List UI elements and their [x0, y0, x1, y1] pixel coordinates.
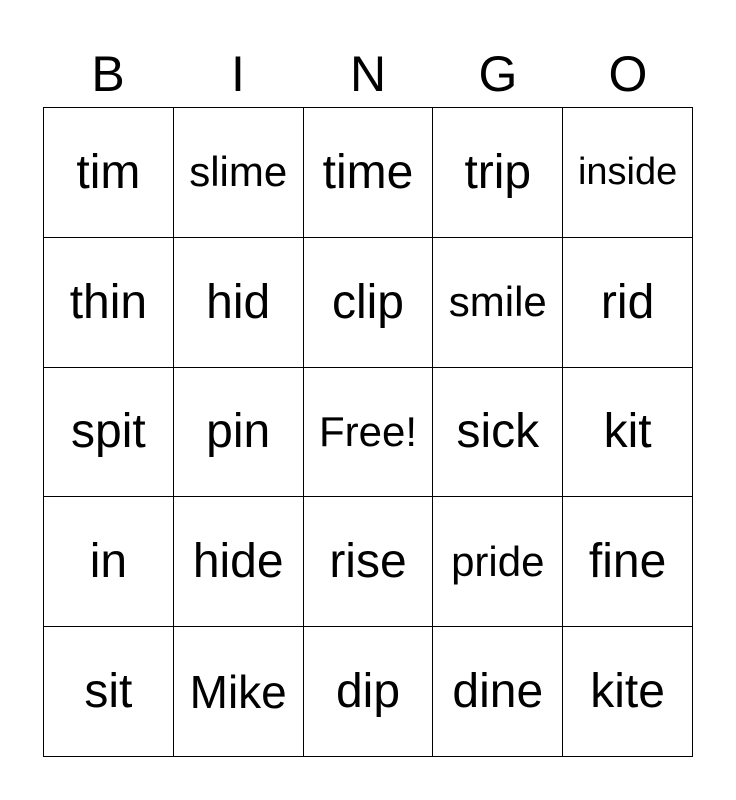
- bingo-cell[interactable]: tim: [44, 108, 174, 238]
- header-letter-i: I: [231, 46, 245, 102]
- header-letter-b: B: [91, 46, 125, 102]
- bingo-cell[interactable]: rid: [563, 238, 693, 368]
- bingo-cell[interactable]: hid: [174, 238, 304, 368]
- bingo-cell[interactable]: Mike: [174, 627, 304, 757]
- bingo-cell[interactable]: thin: [44, 238, 174, 368]
- bingo-cell[interactable]: slime: [174, 108, 304, 238]
- bingo-cell[interactable]: kite: [563, 627, 693, 757]
- bingo-cell[interactable]: fine: [563, 497, 693, 627]
- bingo-cell[interactable]: in: [44, 497, 174, 627]
- header-letter-n: N: [349, 46, 387, 102]
- free-space-cell[interactable]: Free!: [304, 368, 434, 498]
- bingo-cell[interactable]: spit: [44, 368, 174, 498]
- bingo-cell[interactable]: kit: [563, 368, 693, 498]
- bingo-cell[interactable]: dine: [433, 627, 563, 757]
- bingo-cell[interactable]: clip: [304, 238, 434, 368]
- bingo-cell[interactable]: dip: [304, 627, 434, 757]
- bingo-cell[interactable]: rise: [304, 497, 434, 627]
- bingo-cell[interactable]: hide: [174, 497, 304, 627]
- bingo-cell[interactable]: sit: [44, 627, 174, 757]
- bingo-header: [43, 42, 693, 106]
- bingo-board: [43, 107, 693, 757]
- bingo-cell[interactable]: trip: [433, 108, 563, 238]
- header-letter-o: O: [608, 46, 648, 102]
- bingo-cell[interactable]: pin: [174, 368, 304, 498]
- header-letter-g: G: [478, 46, 518, 102]
- bingo-cell[interactable]: sick: [433, 368, 563, 498]
- bingo-cell[interactable]: time: [304, 108, 434, 238]
- bingo-cell[interactable]: inside: [563, 108, 693, 238]
- bingo-cell[interactable]: pride: [433, 497, 563, 627]
- bingo-cell[interactable]: smile: [433, 238, 563, 368]
